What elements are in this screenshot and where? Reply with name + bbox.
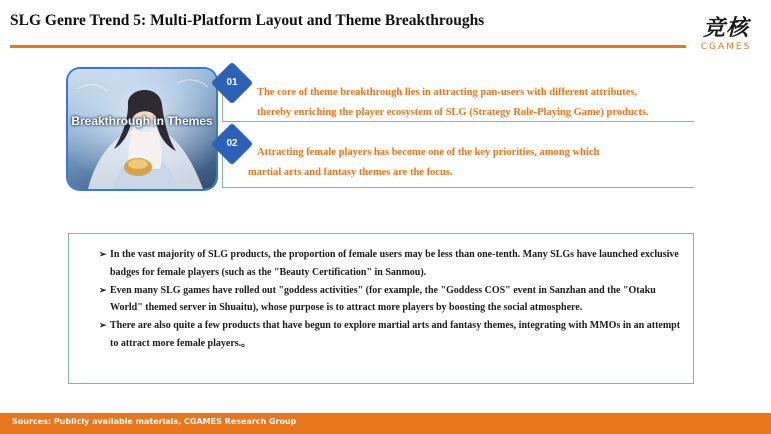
number-badge-2-label: 02 xyxy=(226,138,238,149)
source-note: Sources: Publicly available materials, CGAMES Research Group xyxy=(12,417,297,426)
detail-item-3 xyxy=(99,317,689,353)
point-2-line-2: martial arts and fantasy themes are the focus. xyxy=(248,167,453,178)
title-underline xyxy=(10,45,686,48)
point-1-line-1: The core of theme breakthrough lies in attracting pan-users with different attributes, xyxy=(257,87,638,98)
detail-item-3-text: There are also quite a few products that have begun to explore martial arts and fantasy themes, integrating with MMOs in an attempt to attract more female players.。 xyxy=(110,320,681,349)
cgames-logo xyxy=(690,16,762,58)
detail-item-1 xyxy=(99,246,689,282)
detail-item-2 xyxy=(99,282,689,318)
bullet-arrow-icon: ➢ xyxy=(99,249,107,259)
logo-subtitle: CGAMES xyxy=(700,42,752,52)
detail-list xyxy=(99,246,689,353)
detail-item-2-text: Even many SLG games have rolled out "goddess activities" (for example, the "Goddess COS" event in Sanzhan and the "Otaku World" themed server in Shuaitu), whose purpose is to attract more players by boosting the social atmosphere. xyxy=(110,284,656,314)
bullet-arrow-icon: ➢ xyxy=(99,320,107,331)
theme-card-label: Breakthrough in Themes xyxy=(71,114,213,128)
detail-panel xyxy=(68,233,694,384)
slide-title: SLG Genre Trend 5: Multi-Platform Layout and Theme Breakthroughs xyxy=(10,12,485,29)
footer-bar xyxy=(0,413,771,434)
detail-item-1-text: In the vast majority of SLG products, the proportion of female users may be less than one-tenth. Many SLGs have launched exclusive badges for female players (such as the "Beauty Certification" in Sanmou). xyxy=(110,249,679,278)
bullet-arrow-icon: ➢ xyxy=(99,284,107,295)
point-2-line-1: Attracting female players has become one of the key priorities, among which xyxy=(257,147,600,158)
theme-illustration-card xyxy=(68,69,216,189)
logo-mark: 竞核 xyxy=(702,16,749,41)
number-badge-1-label: 01 xyxy=(226,77,238,88)
point-1-line-2: thereby enriching the player ecosystem of SLG (Strategy Role-Playing Game) products. xyxy=(257,107,649,118)
